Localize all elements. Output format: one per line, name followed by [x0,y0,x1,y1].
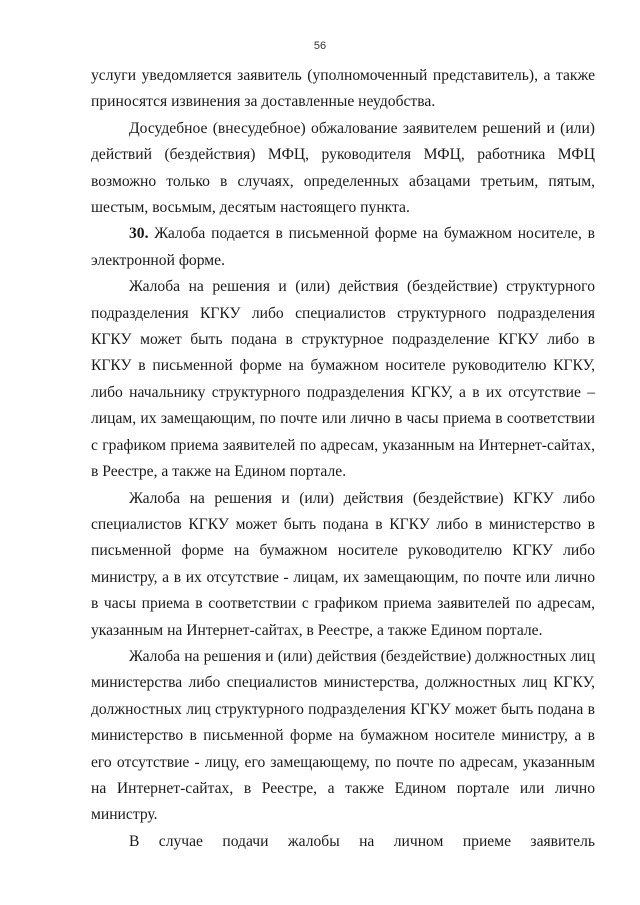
paragraph-30 [91,221,595,274]
paragraph-personal-reception: В случае подачи жалобы на личном приеме заявитель [129,832,595,850]
paragraph-structural-unit-complaint: Жалоба на решения и (или) действия (бездействие) структурного подразделения КГКУ либо специалистов структурного подразделения КГКУ может быть подана в структурное подразделение КГКУ либо в КГКУ в письменной форме на бумажном носителе руководителю КГКУ, либо начальнику структурного подразделения КГКУ, а в их отсутствие – лицам, их замещающим, по почте или лично в часы приема в соответствии с графиком приема заявителей по адресам, указанным на Интернет-сайтах, в Реестре, а также на Едином портале. [91,278,595,481]
page-number: 56 [313,40,327,52]
paragraph-ministry-complaint: Жалоба на решения и (или) действия (бездействие) должностных лиц министерства либо специалистов министерства, должностных лиц КГКУ, должностных лиц структурного подразделения КГКУ может быть подана в министерство в письменной форме на бумажном носителе министру, а в его отсутствие - лицу, его замещающему, по почте по адресам, указанным на Интернет-сайтах, в Реестре, а также Едином портале или лично министру. [91,647,595,824]
paragraph-30-text: Жалоба подается в письменной форме на бумажном носителе, в электронной форме. [91,225,595,269]
paragraph-continuation: услуги уведомляется заявитель (уполномоченный представитель), а также приносятся извинения за доставленные неудобства. [91,67,595,111]
clause-number: 30. [129,225,149,243]
paragraph-pretrial-appeal: Досудебное (внесудебное) обжалование заявителем решений и (или) действий (бездействия) МФЦ, руководителя МФЦ, работника МФЦ возможно только в случаях, определенных абзацами третьим, пятым, шестым, восьмым, десятым настоящего пункта. [91,119,595,217]
body-text [91,63,595,855]
paragraph-kgku-complaint: Жалоба на решения и (или) действия (бездействие) КГКУ либо специалистов КГКУ может быть подана в КГКУ либо в министерство в письменной форме на бумажном носителе руководителю КГКУ либо министру, а в их отсутствие - лицам, их замещающим, по почте или лично в часы приема в соответствии с графиком приема заявителей по адресам, указанным на Интернет-сайтах, в Реестре, а также Едином портале. [91,489,595,639]
